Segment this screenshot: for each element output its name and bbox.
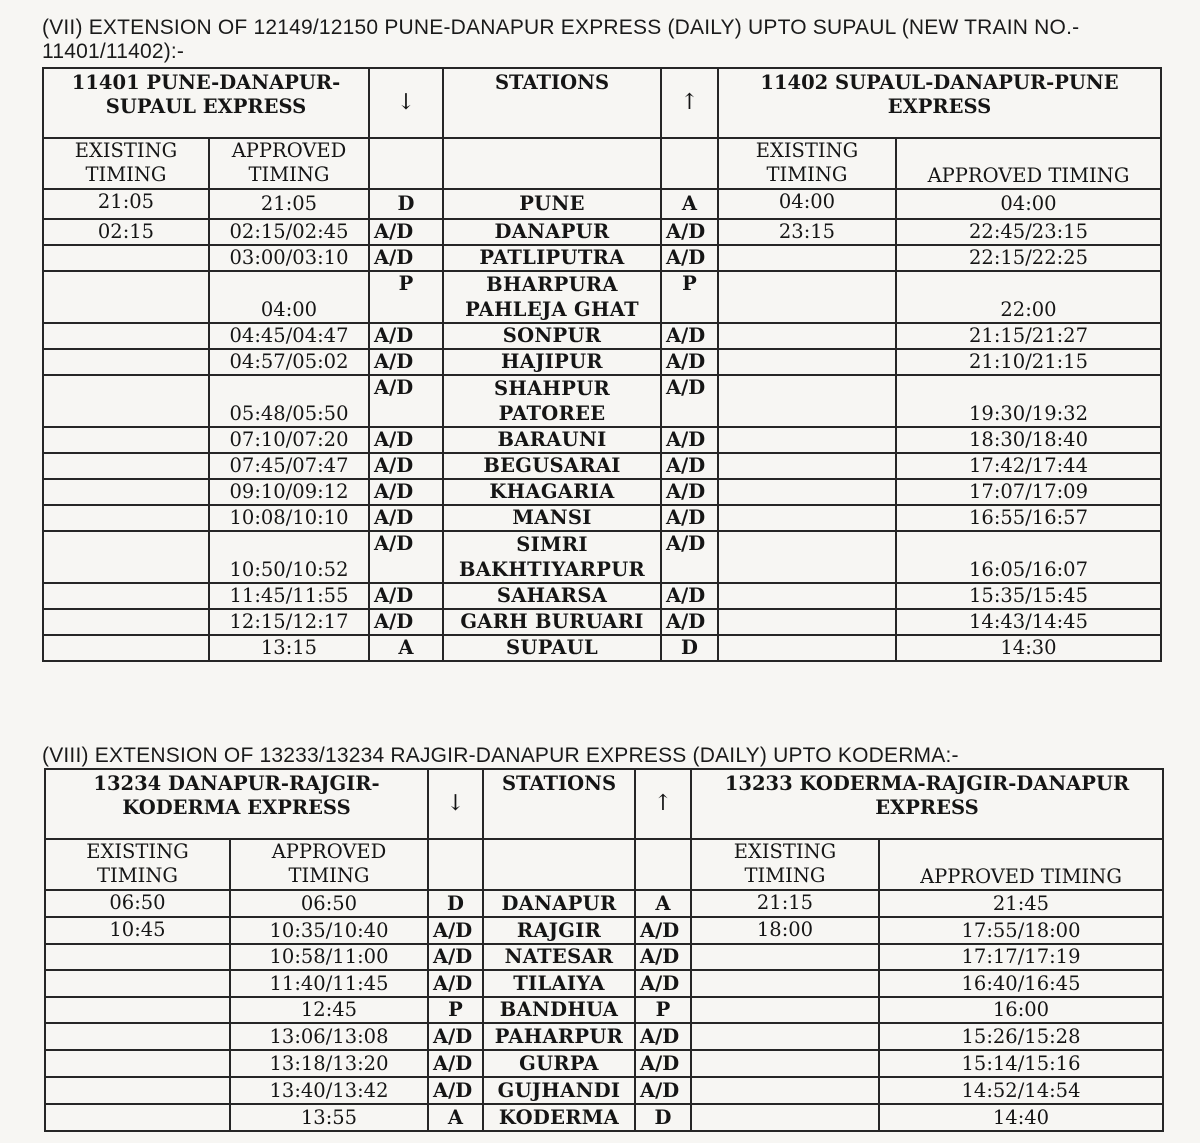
up-existing-time <box>718 375 896 427</box>
down-approved-time: 07:10/07:20 <box>209 427 369 453</box>
down-stop-code: A/D <box>369 453 443 479</box>
down-existing-time <box>45 997 230 1023</box>
down-existing-time <box>43 479 209 505</box>
up-train-title: 11402 SUPAUL-DANAPUR-PUNE EXPRESS <box>718 68 1161 138</box>
up-approved-time: 19:30/19:32 <box>896 375 1161 427</box>
down-existing-time <box>43 323 209 349</box>
down-train-title: 11401 PUNE-DANAPUR-SUPAUL EXPRESS <box>43 68 369 138</box>
up-approved-time: 17:07/17:09 <box>896 479 1161 505</box>
up-existing-time: 04:00 <box>718 189 896 219</box>
up-approved-time: 16:55/16:57 <box>896 505 1161 531</box>
table-row <box>43 635 1161 661</box>
up-stop-code: A/D <box>635 917 691 944</box>
up-stop-code: P <box>635 997 691 1023</box>
timing-header-row <box>45 839 1163 890</box>
down-existing-time <box>45 1077 230 1104</box>
up-existing-time <box>718 245 896 271</box>
up-stop-code: A/D <box>661 375 718 427</box>
up-existing-time <box>691 944 879 970</box>
table-row <box>45 890 1163 917</box>
down-existing-time <box>43 583 209 609</box>
station-name: SONPUR <box>443 323 661 349</box>
up-existing-time <box>718 609 896 635</box>
up-stop-code: A/D <box>661 479 718 505</box>
down-stop-code: A/D <box>428 1050 483 1077</box>
down-stop-code: A/D <box>369 531 443 583</box>
down-stop-code: D <box>369 189 443 219</box>
up-approved-time: 15:35/15:45 <box>896 583 1161 609</box>
table-row <box>43 375 1161 427</box>
down-approved-time: 13:15 <box>209 635 369 661</box>
table-row <box>45 944 1163 970</box>
down-arrow-icon: ↓ <box>369 68 443 138</box>
station-name: GURPA <box>483 1050 635 1077</box>
station-name: KODERMA <box>483 1104 635 1131</box>
down-approved-time: 13:55 <box>230 1104 428 1131</box>
up-stop-code: A/D <box>661 427 718 453</box>
table-row <box>43 609 1161 635</box>
down-existing-time <box>43 245 209 271</box>
station-name: PUNE <box>443 189 661 219</box>
table-row <box>45 1050 1163 1077</box>
down-stop-code: P <box>428 997 483 1023</box>
up-stop-code: A/D <box>635 970 691 997</box>
up-approved-time: 22:00 <box>896 271 1161 323</box>
down-existing-time <box>43 635 209 661</box>
station-name: PAHARPUR <box>483 1023 635 1050</box>
up-approved-time: 16:40/16:45 <box>879 970 1163 997</box>
table-row <box>45 1077 1163 1104</box>
timetable <box>44 768 1164 1132</box>
station-name: TILAIYA <box>483 970 635 997</box>
station-name: BANDHUA <box>483 997 635 1023</box>
down-stop-code: A/D <box>369 427 443 453</box>
down-stop-code: A/D <box>369 583 443 609</box>
up-stop-code: D <box>661 635 718 661</box>
up-approved-time: 22:15/22:25 <box>896 245 1161 271</box>
down-stop-code: A/D <box>369 609 443 635</box>
down-stop-code: A/D <box>369 219 443 245</box>
station-name: SUPAUL <box>443 635 661 661</box>
down-approved-time: 10:35/10:40 <box>230 917 428 944</box>
table-row <box>45 1023 1163 1050</box>
blank-cell <box>483 839 635 890</box>
station-name: GARH BURUARI <box>443 609 661 635</box>
up-approved-time: 17:42/17:44 <box>896 453 1161 479</box>
down-existing-time <box>43 609 209 635</box>
down-approved-time: 10:58/11:00 <box>230 944 428 970</box>
timetable <box>42 67 1162 662</box>
stations-header: STATIONS <box>483 769 635 839</box>
existing-timing-header: EXISTING TIMING <box>45 839 230 890</box>
up-existing-time <box>691 970 879 997</box>
up-existing-time <box>718 479 896 505</box>
station-name: GUJHANDI <box>483 1077 635 1104</box>
down-existing-time <box>43 453 209 479</box>
station-name: DANAPUR <box>443 219 661 245</box>
up-approved-time: 15:26/15:28 <box>879 1023 1163 1050</box>
blank-cell <box>443 138 661 189</box>
station-name: MANSI <box>443 505 661 531</box>
up-approved-time: 17:17/17:19 <box>879 944 1163 970</box>
up-approved-time: 16:00 <box>879 997 1163 1023</box>
station-name: BEGUSARAI <box>443 453 661 479</box>
up-approved-time: 21:45 <box>879 890 1163 917</box>
down-existing-time <box>43 531 209 583</box>
up-existing-time <box>691 1023 879 1050</box>
down-stop-code: A/D <box>369 349 443 375</box>
table-row <box>43 531 1161 583</box>
timing-header-row <box>43 138 1161 189</box>
section-heading: (VIII) EXTENSION OF 13233/13234 RAJGIR-DANAPUR EXPRESS (DAILY) UPTO KODERMA:- <box>42 744 959 767</box>
table-row <box>43 583 1161 609</box>
existing-timing-header: EXISTING TIMING <box>718 138 896 189</box>
up-existing-time <box>691 997 879 1023</box>
up-arrow-icon: ↑ <box>635 769 691 839</box>
up-existing-time <box>691 1077 879 1104</box>
down-existing-time <box>43 349 209 375</box>
station-name: SHAHPUR PATOREE <box>443 375 661 427</box>
station-name: HAJIPUR <box>443 349 661 375</box>
down-stop-code: A <box>428 1104 483 1131</box>
stations-header: STATIONS <box>443 68 661 138</box>
blank-cell <box>661 138 718 189</box>
down-stop-code: A/D <box>369 375 443 427</box>
existing-timing-header: EXISTING TIMING <box>43 138 209 189</box>
down-stop-code: P <box>369 271 443 323</box>
approved-timing-header: APPROVED TIMING <box>896 138 1161 189</box>
down-approved-time: 09:10/09:12 <box>209 479 369 505</box>
station-name: PATLIPUTRA <box>443 245 661 271</box>
down-stop-code: A/D <box>369 323 443 349</box>
train-header-row <box>43 68 1161 138</box>
up-train-title: 13233 KODERMA-RAJGIR-DANAPUR EXPRESS <box>691 769 1163 839</box>
down-existing-time <box>45 1023 230 1050</box>
down-existing-time: 06:50 <box>45 890 230 917</box>
train-header-row <box>45 769 1163 839</box>
down-existing-time <box>43 505 209 531</box>
table-row <box>45 970 1163 997</box>
down-train-title: 13234 DANAPUR-RAJGIR-KODERMA EXPRESS <box>45 769 428 839</box>
down-existing-time: 02:15 <box>43 219 209 245</box>
station-name: NATESAR <box>483 944 635 970</box>
up-stop-code: A/D <box>661 453 718 479</box>
table-row <box>43 189 1161 219</box>
up-stop-code: A/D <box>635 1050 691 1077</box>
up-stop-code: A <box>635 890 691 917</box>
up-existing-time: 21:15 <box>691 890 879 917</box>
up-stop-code: A/D <box>661 505 718 531</box>
up-existing-time <box>718 349 896 375</box>
table-row <box>43 479 1161 505</box>
blank-cell <box>635 839 691 890</box>
approved-timing-header: APPROVED TIMING <box>879 839 1163 890</box>
up-approved-time: 17:55/18:00 <box>879 917 1163 944</box>
timetable-body <box>45 890 1163 1131</box>
up-stop-code: A/D <box>661 531 718 583</box>
up-existing-time <box>718 427 896 453</box>
station-name: BARAUNI <box>443 427 661 453</box>
up-existing-time: 23:15 <box>718 219 896 245</box>
down-stop-code: A/D <box>428 1023 483 1050</box>
down-existing-time <box>45 944 230 970</box>
down-approved-time: 07:45/07:47 <box>209 453 369 479</box>
section-heading: (VII) EXTENSION OF 12149/12150 PUNE-DANAPUR EXPRESS (DAILY) UPTO SUPAUL (NEW TRAIN NO.- 11401/11402):- <box>42 16 1080 63</box>
up-existing-time <box>718 453 896 479</box>
down-approved-time: 10:50/10:52 <box>209 531 369 583</box>
table-row <box>43 427 1161 453</box>
table-row <box>43 323 1161 349</box>
up-existing-time <box>718 583 896 609</box>
up-stop-code: D <box>635 1104 691 1131</box>
station-name: SAHARSA <box>443 583 661 609</box>
table-row <box>43 219 1161 245</box>
down-approved-time: 13:06/13:08 <box>230 1023 428 1050</box>
up-existing-time <box>718 271 896 323</box>
station-name: BHARPURA PAHLEJA GHAT <box>443 271 661 323</box>
up-approved-time: 21:10/21:15 <box>896 349 1161 375</box>
up-stop-code: A/D <box>635 1023 691 1050</box>
blank-cell <box>428 839 483 890</box>
down-stop-code: A/D <box>428 917 483 944</box>
up-approved-time: 15:14/15:16 <box>879 1050 1163 1077</box>
up-approved-time: 22:45/23:15 <box>896 219 1161 245</box>
up-approved-time: 16:05/16:07 <box>896 531 1161 583</box>
up-approved-time: 04:00 <box>896 189 1161 219</box>
down-stop-code: A/D <box>369 505 443 531</box>
up-existing-time <box>691 1050 879 1077</box>
down-approved-time: 13:40/13:42 <box>230 1077 428 1104</box>
down-arrow-icon: ↓ <box>428 769 483 839</box>
up-existing-time <box>691 1104 879 1131</box>
up-existing-time <box>718 635 896 661</box>
down-approved-time: 04:45/04:47 <box>209 323 369 349</box>
up-stop-code: A <box>661 189 718 219</box>
down-approved-time: 12:45 <box>230 997 428 1023</box>
table-row <box>45 917 1163 944</box>
down-existing-time: 10:45 <box>45 917 230 944</box>
down-approved-time: 04:57/05:02 <box>209 349 369 375</box>
table-row <box>43 453 1161 479</box>
table-row <box>43 505 1161 531</box>
approved-timing-header: APPROVED TIMING <box>230 839 428 890</box>
station-name: RAJGIR <box>483 917 635 944</box>
existing-timing-header: EXISTING TIMING <box>691 839 879 890</box>
down-existing-time <box>45 1104 230 1131</box>
up-approved-time: 14:40 <box>879 1104 1163 1131</box>
down-stop-code: A/D <box>428 970 483 997</box>
down-approved-time: 04:00 <box>209 271 369 323</box>
up-stop-code: A/D <box>635 944 691 970</box>
down-stop-code: A <box>369 635 443 661</box>
down-stop-code: A/D <box>369 245 443 271</box>
down-existing-time: 21:05 <box>43 189 209 219</box>
up-arrow-icon: ↑ <box>661 68 718 138</box>
down-approved-time: 13:18/13:20 <box>230 1050 428 1077</box>
down-approved-time: 02:15/02:45 <box>209 219 369 245</box>
down-approved-time: 03:00/03:10 <box>209 245 369 271</box>
up-stop-code: A/D <box>661 219 718 245</box>
table-row <box>45 997 1163 1023</box>
up-existing-time: 18:00 <box>691 917 879 944</box>
down-approved-time: 05:48/05:50 <box>209 375 369 427</box>
up-existing-time <box>718 531 896 583</box>
up-stop-code: A/D <box>661 583 718 609</box>
up-existing-time <box>718 505 896 531</box>
down-stop-code: A/D <box>369 479 443 505</box>
down-approved-time: 06:50 <box>230 890 428 917</box>
up-stop-code: A/D <box>661 349 718 375</box>
table-row <box>43 245 1161 271</box>
up-approved-time: 21:15/21:27 <box>896 323 1161 349</box>
up-stop-code: A/D <box>661 245 718 271</box>
down-approved-time: 12:15/12:17 <box>209 609 369 635</box>
up-approved-time: 14:30 <box>896 635 1161 661</box>
up-approved-time: 14:43/14:45 <box>896 609 1161 635</box>
down-approved-time: 11:40/11:45 <box>230 970 428 997</box>
down-stop-code: A/D <box>428 944 483 970</box>
blank-cell <box>369 138 443 189</box>
up-approved-time: 18:30/18:40 <box>896 427 1161 453</box>
down-stop-code: A/D <box>428 1077 483 1104</box>
down-existing-time <box>43 271 209 323</box>
table-row <box>45 1104 1163 1131</box>
table-row <box>43 349 1161 375</box>
down-approved-time: 11:45/11:55 <box>209 583 369 609</box>
station-name: SIMRI BAKHTIYARPUR <box>443 531 661 583</box>
timetable-body <box>43 189 1161 661</box>
up-stop-code: A/D <box>661 609 718 635</box>
down-existing-time <box>43 427 209 453</box>
down-existing-time <box>45 970 230 997</box>
table-row <box>43 271 1161 323</box>
station-name: KHAGARIA <box>443 479 661 505</box>
station-name: DANAPUR <box>483 890 635 917</box>
down-stop-code: D <box>428 890 483 917</box>
up-approved-time: 14:52/14:54 <box>879 1077 1163 1104</box>
down-approved-time: 10:08/10:10 <box>209 505 369 531</box>
down-existing-time <box>43 375 209 427</box>
down-existing-time <box>45 1050 230 1077</box>
approved-timing-header: APPROVED TIMING <box>209 138 369 189</box>
up-stop-code: P <box>661 271 718 323</box>
up-stop-code: A/D <box>635 1077 691 1104</box>
up-stop-code: A/D <box>661 323 718 349</box>
up-existing-time <box>718 323 896 349</box>
down-approved-time: 21:05 <box>209 189 369 219</box>
